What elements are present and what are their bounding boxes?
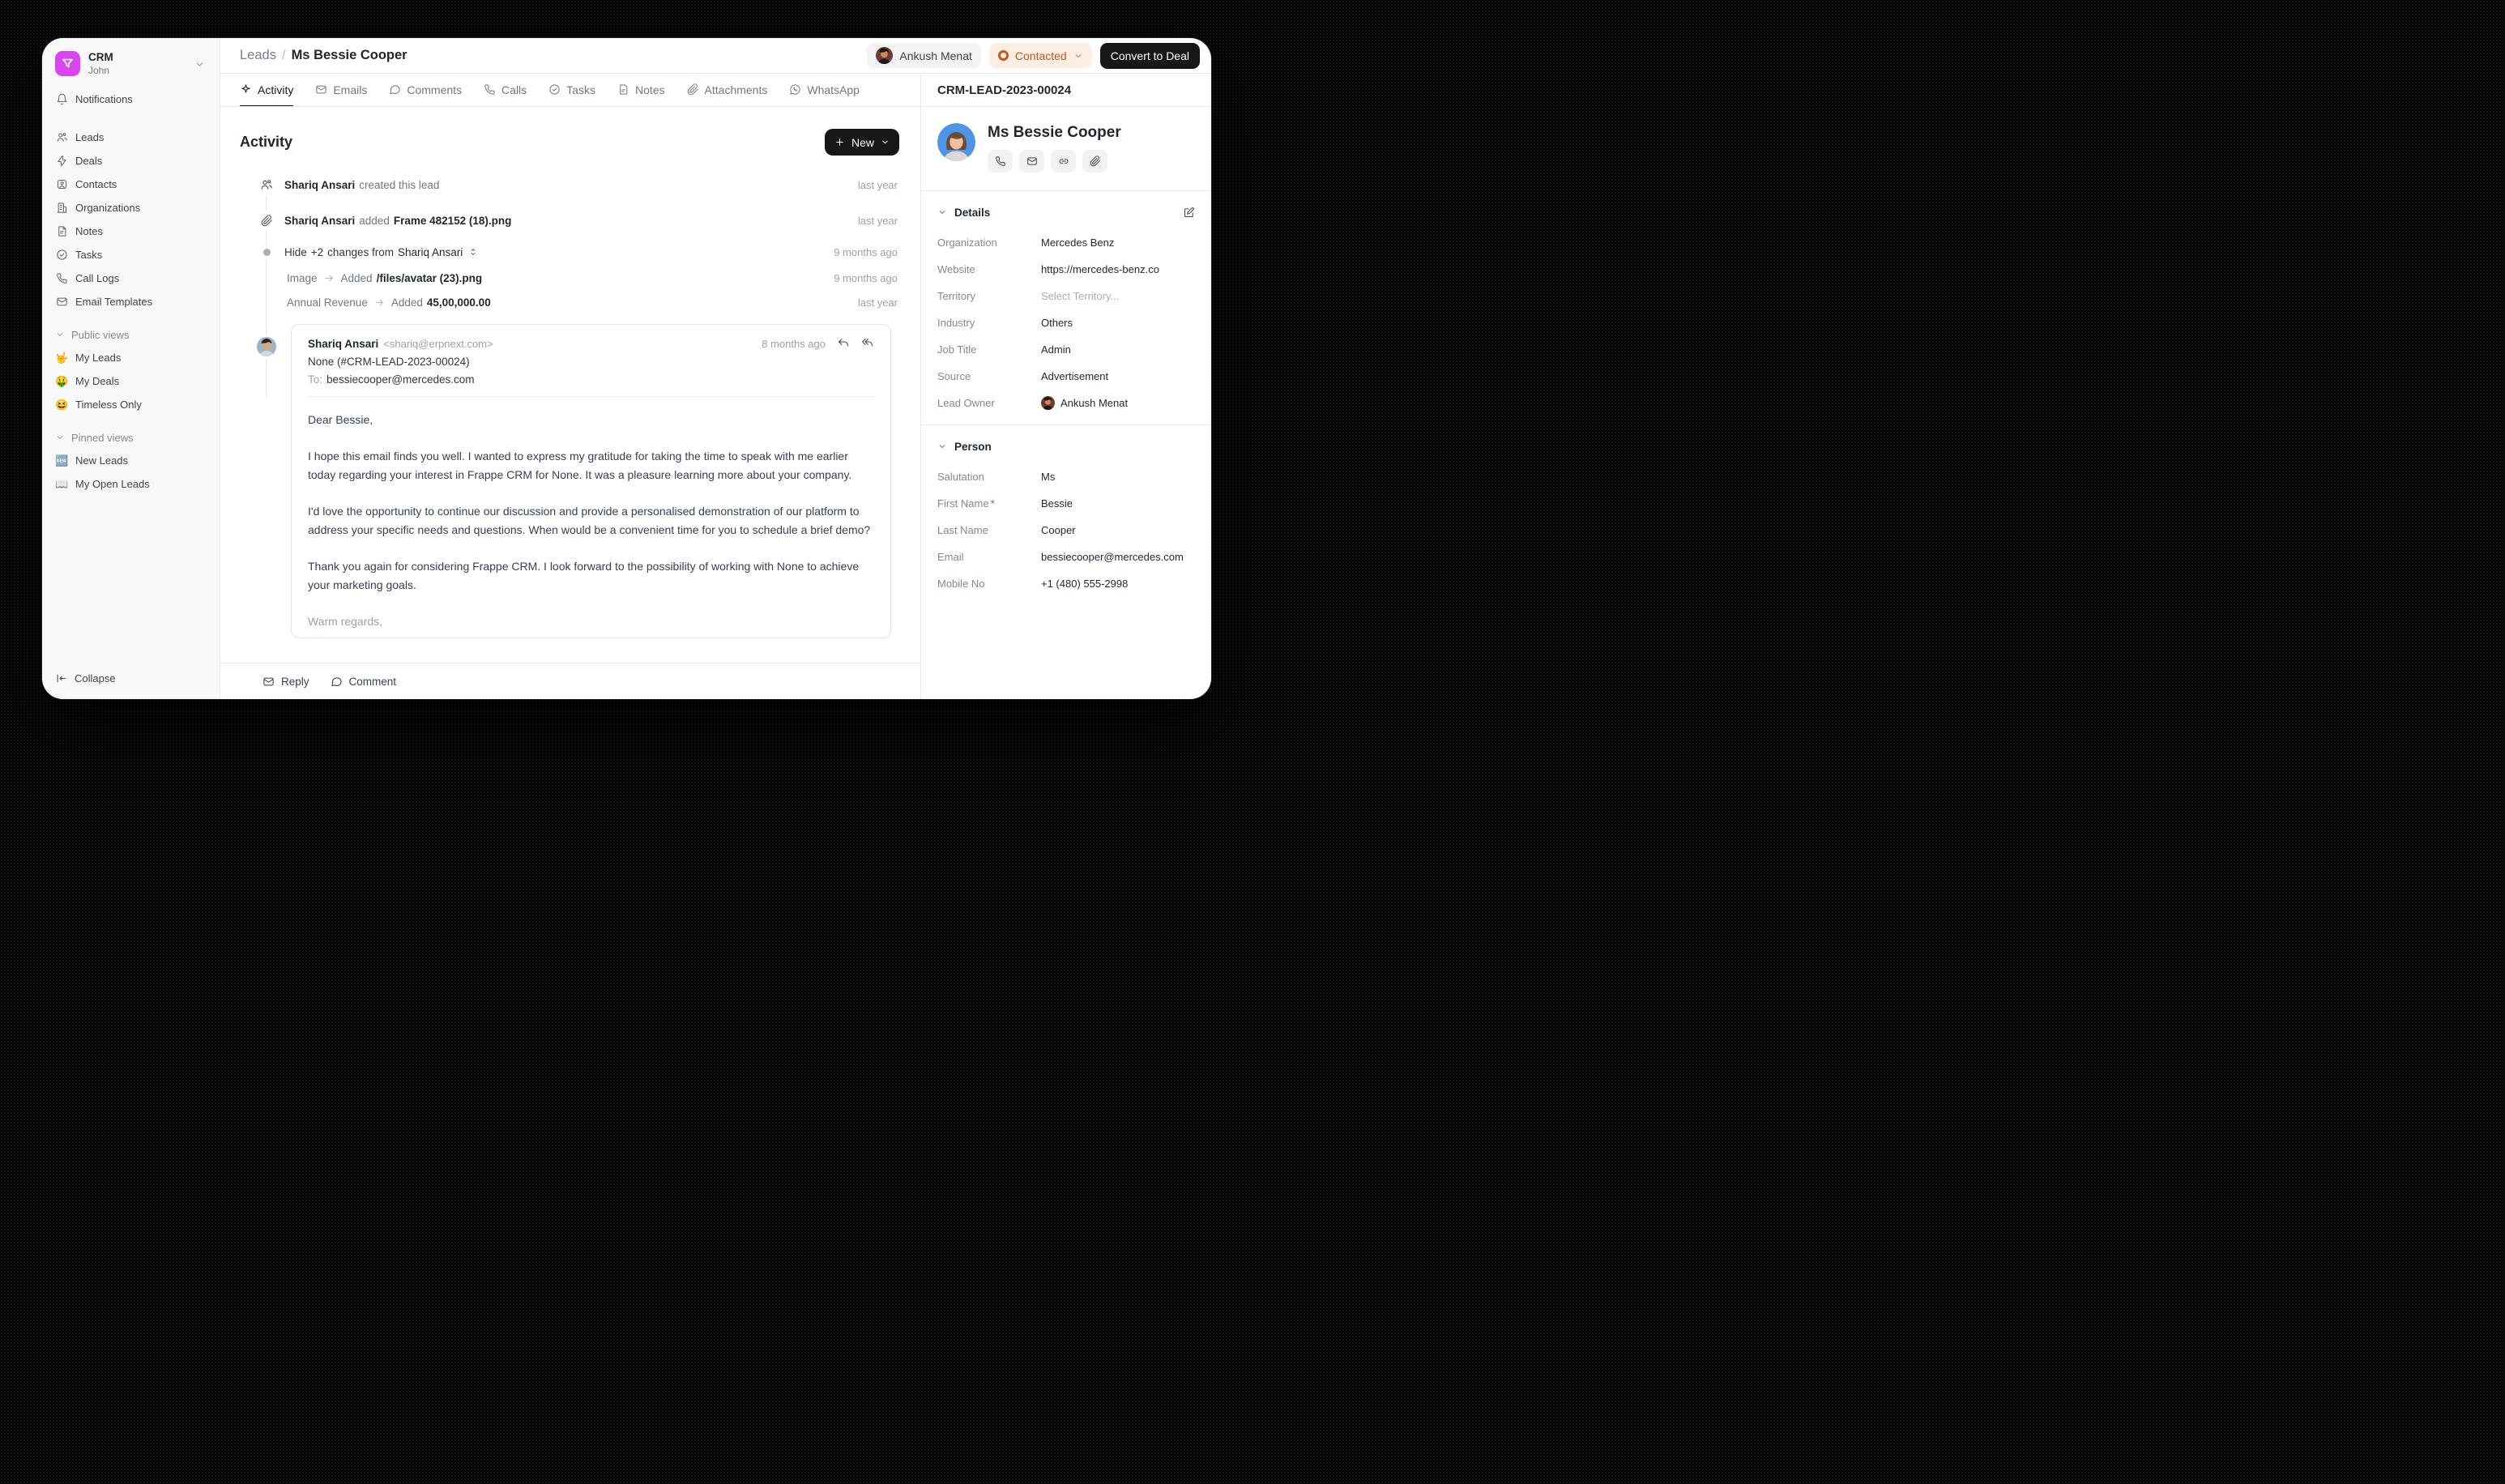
new-emoji-icon: 🆕	[55, 454, 69, 467]
lead-name: Ms Bessie Cooper	[988, 124, 1121, 141]
detail-row-lead-owner[interactable]: Lead Owner Ankush Menat	[937, 396, 1129, 409]
change-value: /files/avatar (23).png	[376, 271, 483, 284]
section-title: Public views	[71, 328, 130, 341]
action-text: created this lead	[359, 178, 440, 191]
hide-label: Hide	[284, 245, 307, 258]
people-icon	[55, 131, 68, 143]
person-row-mobile[interactable]: Mobile No +1 (480) 555-2998	[937, 577, 1129, 590]
email-sender-address: <shariq@erpnext.com>	[383, 337, 493, 350]
assignee-avatar	[876, 47, 893, 64]
workspace-switcher[interactable]	[49, 46, 213, 87]
sidebar-item-my-open-leads[interactable]	[49, 472, 213, 496]
tab-label: Comments	[407, 83, 463, 96]
lead-summary	[921, 107, 1211, 191]
tab-label: Activity	[258, 83, 294, 96]
activity-title: Activity	[240, 134, 293, 150]
workspace-user: John	[88, 64, 110, 76]
sidebar-item-email-templates[interactable]	[49, 290, 213, 313]
sidebar-item-label: Notifications	[75, 93, 133, 106]
mail-icon	[315, 83, 327, 96]
sidebar-item-leads[interactable]	[49, 126, 213, 149]
owner-avatar	[1041, 396, 1055, 410]
sidebar-item-my-leads[interactable]	[49, 346, 213, 369]
desktop-background	[0, 0, 1252, 742]
chevron-up-down-icon	[468, 247, 478, 257]
sidebar	[42, 38, 220, 699]
tab-emails[interactable]	[315, 74, 367, 106]
sidebar-item-call-logs[interactable]	[49, 267, 213, 290]
chat-bubble-icon	[389, 83, 401, 96]
person-row-last-name[interactable]: Last Name Cooper	[937, 523, 1076, 536]
person-row-email[interactable]: Email bessiecooper@mercedes.com	[937, 550, 1184, 563]
lead-details-panel	[920, 74, 1211, 699]
chevron-down-icon	[55, 330, 65, 339]
email-body	[308, 397, 874, 631]
reply-button[interactable]	[262, 676, 309, 688]
field-name: Annual Revenue	[287, 296, 368, 309]
email-paragraph: Thank you again for considering Frappe CRM. I look forward to the possibility of working with None to achieve your marketing goals.	[308, 559, 860, 591]
chevron-down-icon	[194, 59, 205, 70]
to-label: To:	[308, 373, 323, 386]
phone-icon	[55, 272, 68, 284]
workspace-info	[88, 51, 113, 76]
paperclip-icon	[259, 211, 274, 230]
sidebar-item-my-deals[interactable]	[49, 369, 213, 393]
assignee-name: Ankush Menat	[899, 49, 972, 62]
chevron-down-icon	[937, 207, 947, 217]
building-icon	[55, 202, 68, 214]
note-icon	[617, 83, 629, 96]
person-row-first-name[interactable]: First Name * Bessie	[937, 497, 1073, 510]
email-recipients	[308, 373, 874, 386]
sidebar-item-new-leads[interactable]	[49, 449, 213, 472]
sidebar-item-label: Organizations	[75, 202, 141, 215]
arrow-right-icon	[374, 297, 385, 308]
attach-action-button[interactable]	[1082, 150, 1107, 173]
email-card	[291, 324, 891, 638]
composer-bar	[220, 663, 920, 699]
sidebar-item-label: Call Logs	[75, 272, 120, 285]
activity-panel	[220, 107, 920, 663]
reply-icon[interactable]	[837, 337, 850, 350]
tab-label: Emails	[333, 83, 368, 96]
convert-to-deal-button[interactable]: Convert to Deal	[1100, 43, 1200, 69]
email-header	[308, 337, 874, 350]
tab-whatsapp[interactable]	[789, 74, 860, 106]
activity-change-image	[240, 266, 898, 290]
timestamp: 9 months ago	[834, 245, 898, 258]
main-column	[220, 74, 920, 699]
email-action-button[interactable]	[1019, 150, 1044, 173]
app-name: CRM	[88, 51, 113, 63]
open-book-emoji-icon: 📖	[55, 477, 69, 490]
activity-header	[240, 129, 899, 156]
email-paragraph: I'd love the opportunity to continue our discussion and provide a personalised demonstration of our platform to address your specific needs and questions. When would be a convenient time for you to schedule a brief demo?	[308, 504, 871, 536]
laughing-emoji-icon: 😆	[55, 398, 69, 411]
sparkle-icon	[240, 83, 252, 96]
lead-quick-actions	[988, 150, 1121, 173]
dot-icon	[259, 245, 274, 259]
detail-row-organization[interactable]: Organization Mercedes Benz	[937, 236, 1115, 249]
new-button-label: New	[851, 135, 874, 149]
chevron-down-icon	[937, 441, 947, 451]
comment-label: Comment	[348, 675, 397, 688]
top-header	[220, 38, 1211, 74]
breadcrumb-current: Ms Bessie Cooper	[291, 48, 408, 62]
link-action-button[interactable]	[1051, 150, 1076, 173]
breadcrumb	[240, 48, 408, 63]
lead-id: CRM-LEAD-2023-00024	[921, 74, 1211, 107]
detail-row-website[interactable]: Website https://mercedes-benz.co	[937, 262, 1159, 275]
details-section-header[interactable]	[937, 202, 1195, 223]
crm-app-window	[42, 38, 1211, 699]
sidebar-item-label: My Open Leads	[75, 478, 150, 491]
sidebar-item-tasks[interactable]	[49, 243, 213, 267]
tab-calls[interactable]	[484, 74, 527, 106]
assignee-pill[interactable]	[867, 43, 981, 68]
changes-count: +2	[310, 245, 324, 258]
chat-bubble-icon	[331, 676, 343, 688]
owner-name: Ankush Menat	[1060, 396, 1129, 409]
collapse-sidebar-button[interactable]	[49, 667, 213, 689]
call-action-button[interactable]	[988, 150, 1013, 173]
detail-row-source[interactable]: Source Advertisement	[937, 369, 1109, 382]
sender-avatar	[257, 337, 276, 356]
sidebar-item-label: Tasks	[75, 249, 103, 262]
change-value: 45,00,000.00	[426, 296, 491, 309]
tab-comments[interactable]	[389, 74, 462, 106]
mail-icon	[262, 676, 275, 688]
sidebar-item-notifications[interactable]	[49, 87, 213, 111]
activity-item-created	[240, 167, 898, 203]
sidebar-item-label: Notes	[75, 225, 103, 238]
mail-icon	[55, 296, 68, 308]
details-section	[921, 191, 1211, 424]
lead-status-dropdown[interactable]	[989, 43, 1092, 68]
tab-label: Calls	[501, 83, 527, 96]
phone-icon	[484, 83, 496, 96]
tab-bar	[220, 74, 920, 107]
email-greeting: Dear Bessie,	[308, 413, 373, 426]
status-label: Contacted	[1014, 49, 1067, 62]
collapse-arrow-icon	[55, 672, 67, 684]
sidebar-item-deals[interactable]	[49, 149, 213, 173]
person-section	[921, 424, 1211, 605]
person-title: Person	[954, 440, 992, 453]
content-row	[220, 74, 1211, 699]
chevron-down-icon	[881, 138, 890, 147]
sidebar-item-contacts[interactable]	[49, 173, 213, 196]
note-icon	[55, 225, 68, 237]
sidebar-item-label: My Deals	[75, 375, 120, 388]
tab-tasks[interactable]	[548, 74, 595, 106]
crm-logo	[55, 51, 80, 76]
email-activity	[240, 324, 898, 638]
email-to-address: bessiecooper@mercedes.com	[326, 373, 475, 386]
whatsapp-icon	[789, 83, 801, 96]
email-timestamp: 8 months ago	[762, 337, 826, 350]
sidebar-spacer	[49, 111, 213, 126]
lead-avatar[interactable]	[937, 123, 975, 161]
content-region	[220, 38, 1211, 699]
actor-name: Shariq Ansari	[397, 245, 463, 258]
header-actions	[867, 43, 1200, 69]
actor-name: Shariq Ansari	[284, 214, 356, 227]
collapse-label: Collapse	[75, 672, 116, 684]
new-activity-button[interactable]	[825, 129, 899, 156]
zap-icon	[55, 155, 68, 167]
action-text: added	[359, 214, 390, 227]
people-icon	[259, 175, 274, 194]
sidebar-item-label: My Leads	[75, 352, 122, 365]
email-sender-name: Shariq Ansari	[308, 337, 379, 350]
arrow-right-icon	[324, 273, 335, 284]
section-pinned-views[interactable]	[49, 426, 213, 449]
sidebar-item-notes[interactable]	[49, 220, 213, 243]
timestamp: last year	[857, 296, 898, 309]
sidebar-item-label: Deals	[75, 155, 103, 168]
required-asterisk: *	[990, 497, 995, 510]
chevron-down-icon	[1073, 51, 1083, 61]
sidebar-item-organizations[interactable]	[49, 196, 213, 220]
sidebar-item-label: Leads	[75, 131, 105, 144]
email-subject: None (#CRM-LEAD-2023-00024)	[308, 356, 470, 368]
sidebar-item-label: New Leads	[75, 454, 129, 467]
money-face-emoji-icon: 🤑	[55, 374, 69, 387]
change-verb: Added	[340, 271, 373, 284]
lead-summary-info	[988, 123, 1121, 173]
rock-hand-emoji-icon: 🤟	[55, 351, 69, 364]
activity-change-annual-revenue	[240, 290, 898, 314]
tab-activity[interactable]	[240, 74, 293, 106]
tab-attachments[interactable]	[687, 74, 768, 106]
activity-item-changes-toggle[interactable]	[240, 238, 898, 266]
detail-row-territory[interactable]: Territory Select Territory...	[937, 289, 1120, 302]
tab-label: Tasks	[566, 83, 595, 96]
detail-row-industry[interactable]: Industry Others	[937, 316, 1073, 329]
tab-label: WhatsApp	[807, 83, 860, 96]
actor-name: Shariq Ansari	[284, 178, 356, 191]
section-public-views[interactable]	[49, 323, 213, 346]
timestamp: last year	[857, 214, 898, 227]
timestamp: 9 months ago	[834, 271, 898, 284]
check-circle-icon	[55, 249, 68, 261]
breadcrumb-leads-link[interactable]: Leads	[240, 48, 276, 62]
person-row-salutation[interactable]: Salutation Ms	[937, 470, 1056, 483]
activity-item-attachment	[240, 203, 898, 238]
detail-row-job-title[interactable]: Job Title Admin	[937, 343, 1071, 356]
person-section-header[interactable]	[937, 436, 1195, 457]
sidebar-flex-spacer	[49, 496, 213, 667]
status-ring-icon	[998, 50, 1009, 61]
check-circle-icon	[548, 83, 561, 96]
sidebar-item-label: Timeless Only	[75, 399, 142, 412]
details-title: Details	[954, 206, 991, 219]
edit-details-icon[interactable]	[1183, 207, 1195, 219]
paperclip-icon	[687, 83, 699, 96]
comment-button[interactable]	[331, 676, 397, 688]
reply-label: Reply	[281, 675, 309, 688]
tab-notes[interactable]	[617, 74, 665, 106]
contact-card-icon	[55, 178, 68, 190]
plus-icon	[834, 137, 845, 147]
activity-feed	[240, 167, 898, 638]
tab-label: Attachments	[704, 83, 768, 96]
email-signoff: Warm regards,	[308, 614, 383, 628]
chevron-down-icon	[55, 433, 65, 442]
changes-text: changes from	[327, 245, 394, 258]
email-paragraph: I hope this email finds you well. I wanted to express my gratitude for taking the time to speak with me earlier today regarding your interest in Frappe CRM for None. It was a pleasure learning more about your company.	[308, 449, 852, 481]
change-verb: Added	[390, 296, 423, 309]
sidebar-item-label: Contacts	[75, 178, 117, 191]
breadcrumb-separator: /	[281, 48, 286, 62]
section-title: Pinned views	[71, 431, 134, 444]
sidebar-item-timeless-only[interactable]	[49, 393, 213, 416]
sidebar-item-label: Email Templates	[75, 296, 153, 309]
attachment-name: Frame 482152 (18).png	[393, 214, 512, 227]
timestamp: last year	[857, 178, 898, 191]
reply-all-icon[interactable]	[861, 337, 874, 350]
tab-label: Notes	[634, 83, 665, 96]
field-name: Image	[287, 271, 318, 284]
bell-icon	[55, 93, 68, 105]
